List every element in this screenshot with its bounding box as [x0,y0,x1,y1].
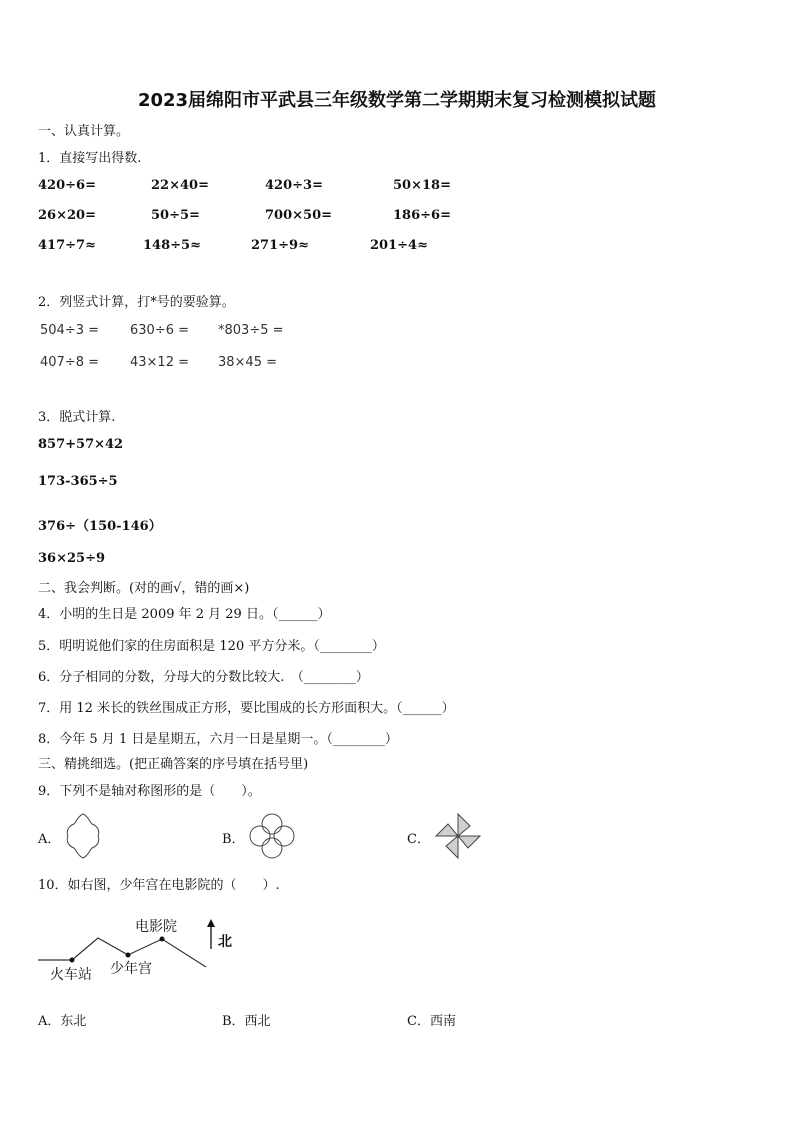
q1-item: 700×50= [265,208,333,223]
q2-item: 43×12 = [130,355,190,370]
q1-item: 417÷7≈ [38,238,96,253]
q1-item: 50×18= [393,178,451,193]
q9-option-c-label: C． [407,832,430,847]
q1-item: 50÷5= [151,208,200,223]
q1-item: 22×40= [151,178,209,193]
q1-item: 420÷3= [265,178,323,193]
q1-item: 186÷6= [393,208,451,223]
q10-option-b: B．西北 [222,1014,271,1029]
q3-item: 173-365÷5 [38,474,118,489]
q5-text: 5．明明说他们家的住房面积是 120 平方分米。（________） [38,639,385,654]
q2-item: 38×45 = [218,355,278,370]
q1-item: 26×20= [38,208,96,223]
map-label-station: 火车站 [50,967,92,983]
q2-item: 630÷6 = [130,323,190,338]
section-2-heading: 二、我会判断。(对的画√，错的画×) [38,581,250,596]
q9-option-a-label: A． [38,832,61,847]
q9-label: 9．下列不是轴对称图形的是（ ）。 [38,784,261,799]
map-label-north: 北 [218,934,232,950]
section-1-heading: 一、认真计算。 [38,124,130,139]
q2-label: 2．列竖式计算，打*号的要验算。 [38,295,235,310]
map-label-youth-palace: 少年宫 [110,961,152,977]
q1-item: 271÷9≈ [251,238,309,253]
q3-item: 36×25÷9 [38,551,106,566]
q2-item: *803÷5 = [218,323,284,338]
pinwheel-icon [434,812,482,860]
q9-option-b-label: B． [222,832,245,847]
q2-item: 407÷8 = [40,355,100,370]
q1-item: 148÷5≈ [143,238,201,253]
four-circles-flower-icon [248,812,296,860]
q3-item: 376÷（150-146） [38,519,162,534]
q1-item: 420÷6= [38,178,96,193]
map-label-cinema: 电影院 [135,919,177,935]
q7-text: 7．用 12 米长的铁丝围成正方形，要比围成的长方形面积大。（______） [38,701,455,716]
page-title: 2023届绵阳市平武县三年级数学第二学期期末复习检测模拟试题 [137,90,657,111]
q4-text: 4．小明的生日是 2009 年 2 月 29 日。（______） [38,607,331,622]
q2-item: 504÷3 = [40,323,100,338]
q3-item: 857+57×42 [38,437,124,452]
q8-text: 8．今年 5 月 1 日是星期五，六月一日是星期一。（________） [38,732,398,747]
q3-label: 3．脱式计算. [38,410,116,425]
q10-option-c: C．西南 [407,1014,456,1029]
q1-item: 201÷4≈ [370,238,428,253]
q1-label: 1．直接写出得数. [38,151,142,166]
q10-label: 10．如右图，少年宫在电影院的（ ）. [38,878,280,893]
q6-text: 6．分子相同的分数，分母大的分数比较大. （________） [38,670,369,685]
q10-option-a: A．东北 [38,1014,87,1029]
section-3-heading: 三、精挑细选。(把正确答案的序号填在括号里) [38,757,309,772]
symmetric-vase-shape-icon [64,812,102,860]
